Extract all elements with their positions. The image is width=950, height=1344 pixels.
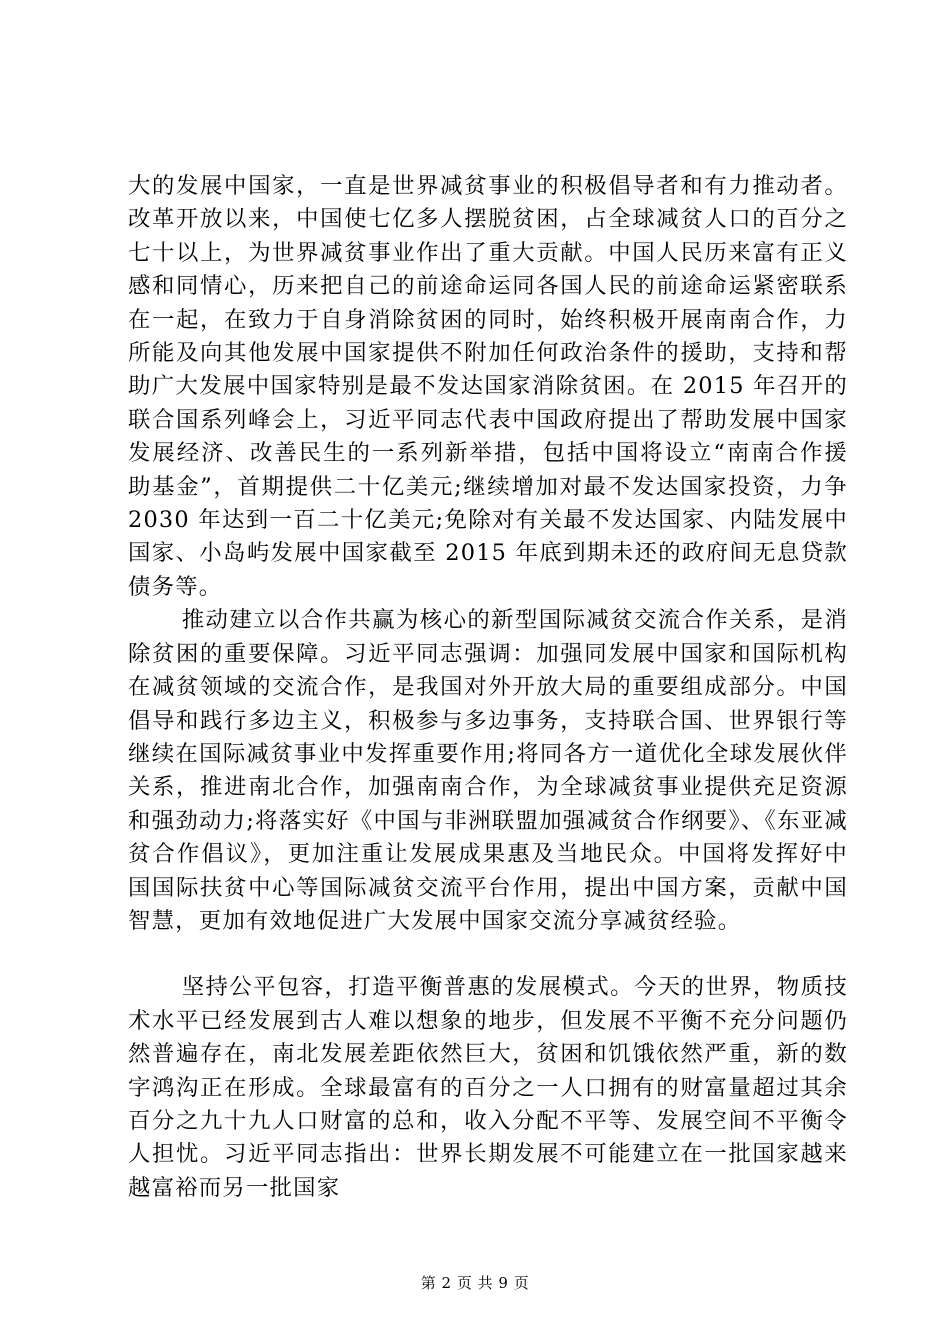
paragraph-continued: 大的发展中国家，一直是世界减贫事业的积极倡导者和有力推动者。改革开放以来，中国使七亿多人摆脱贫困，占全球减贫人口的百分之七十以上，为世界减贫事业作出了重大贡献。中国人民历来富有正义感和同情心，历来把自己的前途命运同各国人民的前途命运紧密联系在一起，在致力于自身消除贫困的同时，始终积极开展南南合作，力所能及向其他发展中国家提供不附加任何政治条件的援助，支持和帮助广大发展中国家特别是最不发达国家消除贫困。在 2015 年召开的联合国系列峰会上，习近平同志代表中国政府提出了帮助发展中国家发展经济、改善民生的一系列新举措，包括中国将设立“南南合作援助基金”，首期提供二十亿美元;继续增加对最不发达国家投资，力争 2030 年达到一百二十亿美元;免除对有关最不发达国家、内陆发展中国家、小岛屿发展中国家截至 2015 年底到期未还的政府间无息贷款债务等。: [128, 173, 848, 600]
paragraph-gap: [128, 938, 848, 971]
page-footer: 第 2 页 共 9 页: [420, 1274, 530, 1292]
paragraph-cooperation: 推动建立以合作共赢为核心的新型国际减贫交流合作关系，是消除贫困的重要保障。习近平同志强调：加强同发展中国家和国际机构在减贫领域的交流合作，是我国对外开放大局的重要组成部分。中国倡导和践行多边主义，积极参与多边事务，支持联合国、世界银行等继续在国际减贫事业中发挥重要作用;将同各方一道优化全球发展伙伴关系，推进南北合作，加强南南合作，为全球减贫事业提供充足资源和强劲动力;将落实好《中国与非洲联盟加强减贫合作纲要》、《东亚减贫合作倡议》，更加注重让发展成果惠及当地民众。中国将发挥好中国国际扶贫中心等国际减贫交流平台作用，提出中国方案，贡献中国智慧，更加有效地促进广大发展中国家交流分享减贫经验。: [128, 607, 848, 934]
document-body: [128, 170, 848, 1205]
paragraph-fairness: 坚持公平包容，打造平衡普惠的发展模式。今天的世界，物质技术水平已经发展到古人难以想象的地步，但发展不平衡不充分问题仍然普遍存在，南北发展差距依然巨大，贫困和饥饿依然严重，新的数字鸿沟正在形成。全球最富有的百分之一人口拥有的财富量超过其余百分之九十九人口财富的总和，收入分配不平等、发展空间不平衡令人担忧。习近平同志指出：世界长期发展不可能建立在一批国家越来越富裕而另一批国家: [128, 974, 848, 1201]
